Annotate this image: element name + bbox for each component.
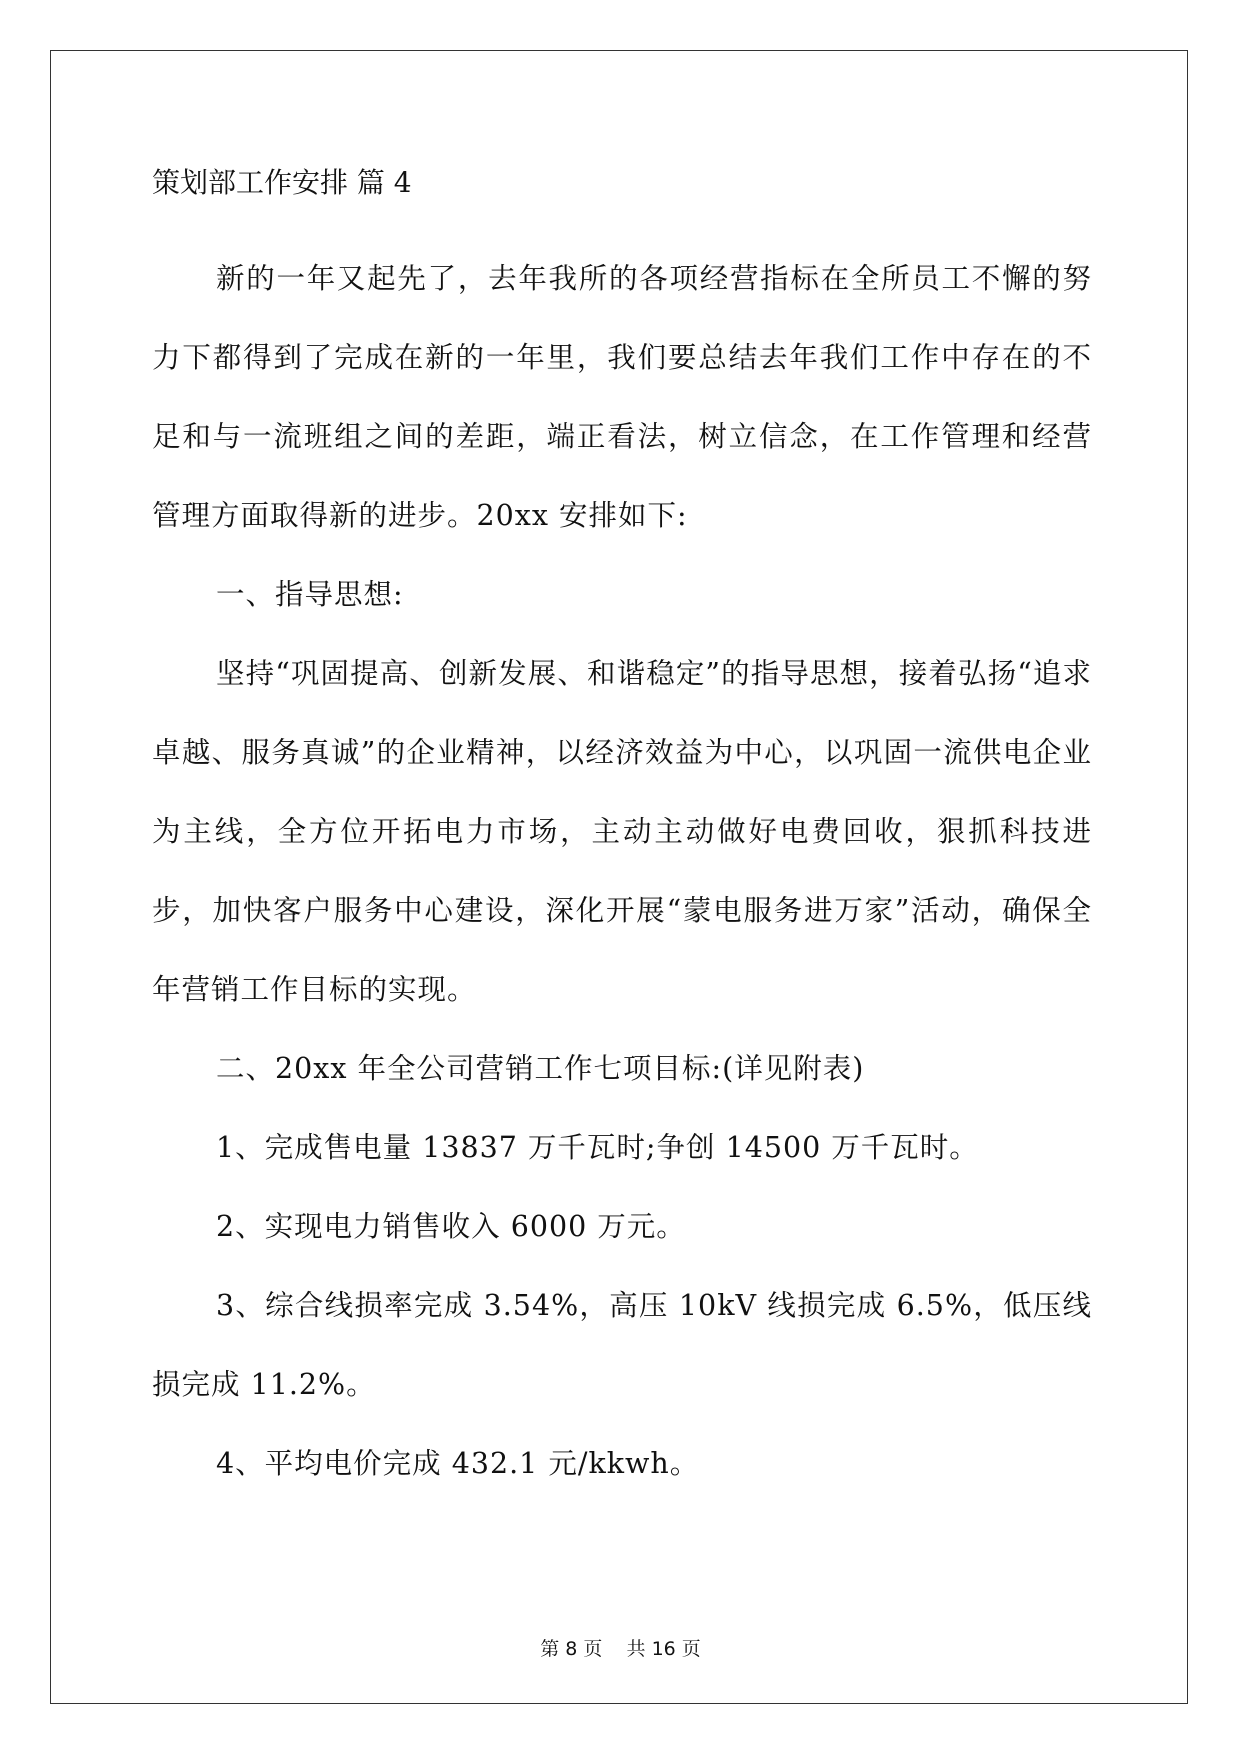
target-item-1: 1、完成售电量 13837 万千瓦时;争创 14500 万千瓦时。	[216, 1131, 979, 1164]
section-title: 策划部工作安排 篇 4	[152, 166, 412, 199]
document-body	[152, 166, 1092, 1503]
target-item-2: 2、实现电力销售收入 6000 万元。	[216, 1210, 686, 1243]
guiding-ideology-paragraph: 坚持“巩固提高、创新发展、和谐稳定”的指导思想，接着弘扬“追求卓越、服务真诚”的企业精神，以经济效益为中心，以巩固一流供电企业为主线，全方位开拓电力市场，主动主动做好电费回收，狠抓科技进步，加快客户服务中心建设，深化开展“蒙电服务进万家”活动，确保全年营销工作目标的实现。	[152, 657, 1092, 1006]
target-item-4: 4、平均电价完成 432.1 元/kkwh。	[216, 1447, 700, 1480]
intro-paragraph: 新的一年又起先了，去年我所的各项经营指标在全所员工不懈的努力下都得到了完成在新的一年里，我们要总结去年我们工作中存在的不足和与一流班组之间的差距，端正看法，树立信念，在工作管理和经营管理方面取得新的进步。20xx 安排如下:	[152, 262, 1092, 532]
heading-guiding-ideology: 一、指导思想:	[216, 578, 404, 611]
heading-seven-targets: 二、20xx 年全公司营销工作七项目标:(详见附表)	[216, 1052, 865, 1085]
page-number-footer: 第 8 页 共 16 页	[540, 1638, 701, 1660]
target-item-3: 3、综合线损率完成 3.54%，高压 10kV 线损完成 6.5%，低压线损完成 11.2%。	[152, 1289, 1092, 1401]
